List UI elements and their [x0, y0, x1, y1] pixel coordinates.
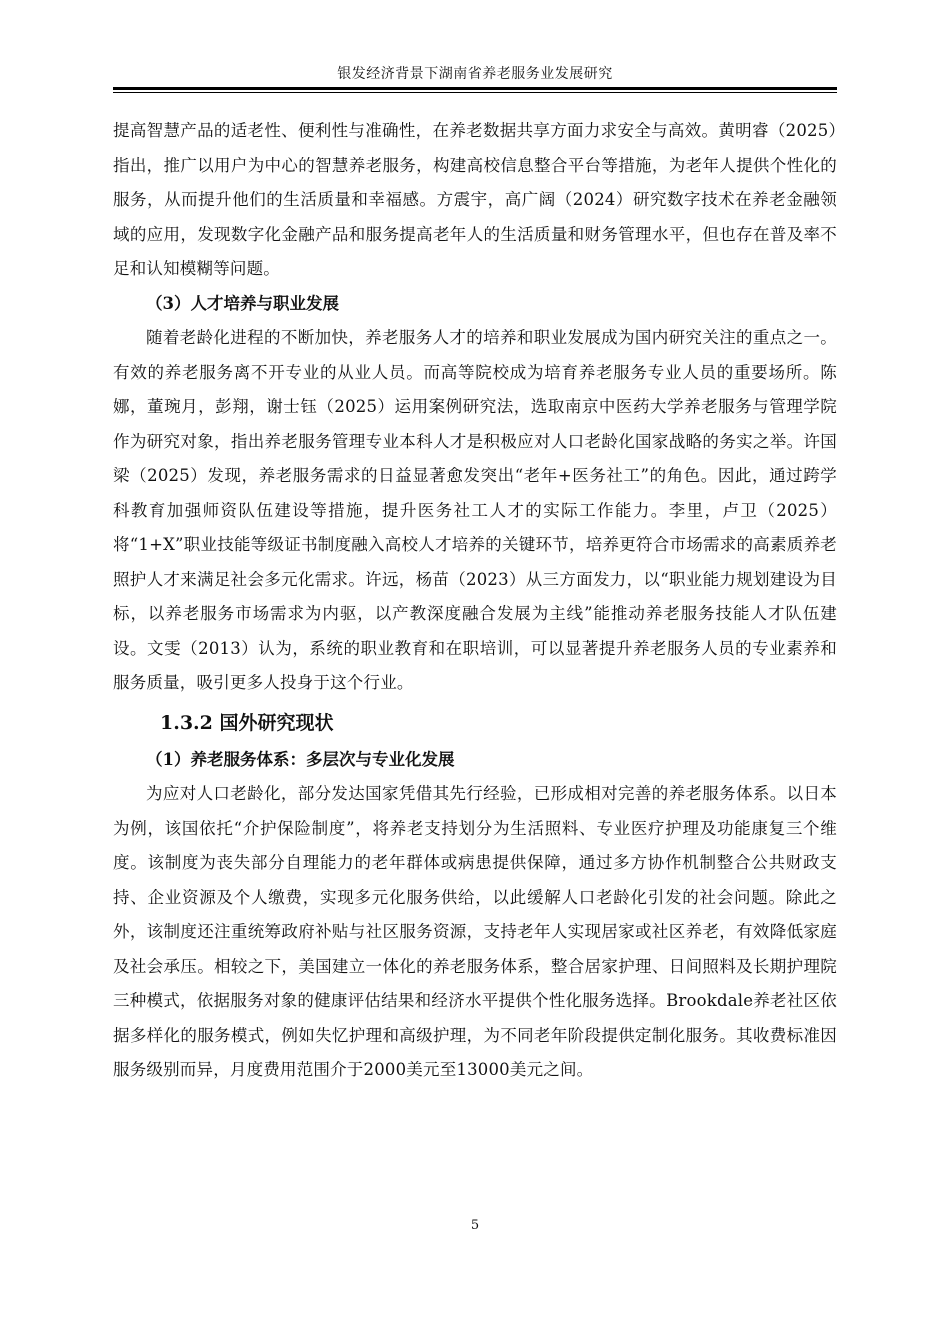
paragraph-service-system: 为应对人口老龄化，部分发达国家凭借其先行经验，已形成相对完善的养老服务体系。以日本为例，该国依托“介护保险制度”，将养老支持划分为生活照料、专业医疗护理及功能康复三个维度。该制度为丧失部分自理能力的老年群体或病患提供保障，通过多方协作机制整合公共财政支持、企业资源及个人缴费，实现多元化服务供给，以此缓解人口老龄化引发的社会问题。除此之外，该制度还注重统筹政府补贴与社区服务资源，支持老年人实现居家或社区养老，有效降低家庭及社会承压。相较之下，美国建立一体化的养老服务体系，整合居家护理、日间照料及长期护理院三种模式，依据服务对象的健康评估结果和经济水平提供个性化服务选择。Brookdale养老社区依据多样化的服务模式，例如失忆护理和高级护理，为不同老年阶段提供定制化服务。其收费标准因服务级别而异，月度费用范围介于2000美元至13000美元之间。 [113, 784, 837, 1079]
subheading-talent-training: （3）人才培养与职业发展 [146, 293, 339, 313]
running-header: 银发经济背景下湖南省养老服务业发展研究 [337, 66, 613, 82]
page-number: 5 [470, 1218, 480, 1233]
subheading-service-system: （1）养老服务体系：多层次与专业化发展 [146, 749, 455, 769]
header-rule-thick [113, 87, 837, 90]
header-rule-thin [113, 92, 837, 93]
section-heading-foreign-research: 1.3.2 国外研究现状 [160, 711, 334, 734]
paragraph-talent-training: 随着老龄化进程的不断加快，养老服务人才的培养和职业发展成为国内研究关注的重点之一。有效的养老服务离不开专业的从业人员。而高等院校成为培育养老服务专业人员的重要场所。陈娜，董琬月，彭翔，谢士钰（2025）运用案例研究法，选取南京中医药大学养老服务与管理学院作为研究对象，指出养老服务管理专业本科人才是积极应对人口老龄化国家战略的务实之举。许国梁（2025）发现，养老服务需求的日益显著愈发突出“老年+医务社工”的角色。因此，通过跨学科教育加强师资队伍建设等措施，提升医务社工人才的实际工作能力。李里，卢卫（2025）将“1+X”职业技能等级证书制度融入高校人才培养的关键环节，培养更符合市场需求的高素质养老照护人才来满足社会多元化需求。许远，杨苗（2023）从三方面发力，以“职业能力规划建设为目标，以养老服务市场需求为内驱，以产教深度融合发展为主线”能推动养老服务技能人才队伍建设。文雯（2013）认为，系统的职业教育和在职培训，可以显著提升养老服务人员的专业素养和服务质量，吸引更多人投身于这个行业。 [113, 328, 837, 692]
page-body [113, 114, 837, 1088]
paragraph-smart-elderly-care: 提高智慧产品的适老性、便利性与准确性，在养老数据共享方面力求安全与高效。黄明睿（2025）指出，推广以用户为中心的智慧养老服务，构建高校信息整合平台等措施，为老年人提供个性化的服务，从而提升他们的生活质量和幸福感。方震宇，高广阔（2024）研究数字技术在养老金融领域的应用，发现数字化金融产品和服务提高老年人的生活质量和财务管理水平，但也存在普及率不足和认知模糊等问题。 [113, 121, 837, 278]
